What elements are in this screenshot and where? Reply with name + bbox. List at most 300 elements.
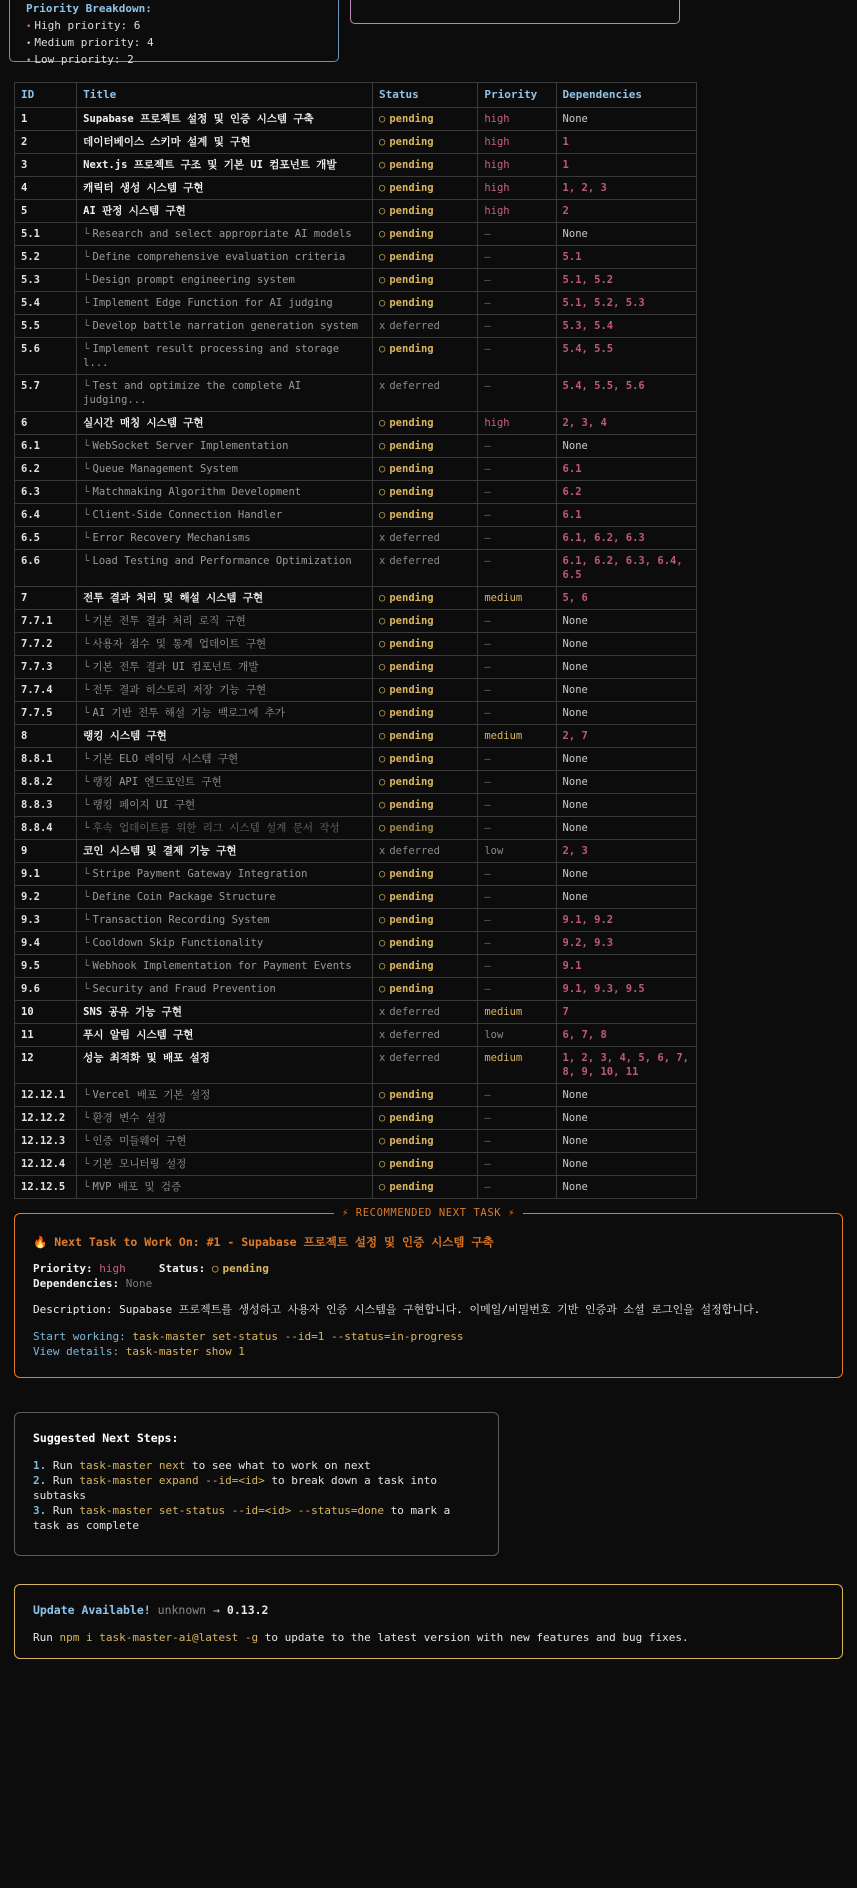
status-circle-icon: ○	[379, 297, 386, 309]
cell-title	[77, 1024, 373, 1047]
status-badge	[379, 555, 440, 567]
status-text: pending	[389, 914, 434, 926]
cell-priority: –	[478, 338, 556, 375]
cell-dependencies: 6.1	[556, 458, 696, 481]
view-details-label: View details:	[33, 1345, 120, 1358]
start-working-label: Start working:	[33, 1330, 126, 1343]
cell-id: 7.7.5	[15, 702, 77, 725]
status-badge	[379, 845, 440, 857]
cell-priority: –	[478, 610, 556, 633]
cell-id: 12.12.1	[15, 1084, 77, 1107]
cell-priority: –	[478, 315, 556, 338]
tree-branch-icon: └	[83, 684, 90, 696]
tree-branch-icon: └	[83, 532, 90, 544]
status-circle-icon: ○	[379, 937, 386, 949]
step-command[interactable]: task-master next	[79, 1459, 186, 1472]
cell-title-text: 기본 전투 결과 처리 로직 구현	[92, 615, 246, 627]
cell-id: 5.6	[15, 338, 77, 375]
view-details-command[interactable]: task-master show 1	[125, 1345, 245, 1358]
table-row[interactable]	[15, 375, 697, 412]
recommended-heading-text: Next Task to Work On: #1 - Supabase 프로젝트 설정 및 인증 시스템 구축	[54, 1235, 494, 1249]
status-circle-icon: ○	[379, 205, 386, 217]
table-row[interactable]	[15, 863, 697, 886]
table-row[interactable]	[15, 679, 697, 702]
cell-status	[373, 656, 478, 679]
bullet-dot-medium-icon: •	[26, 39, 32, 49]
cell-priority: high	[478, 200, 556, 223]
tree-branch-icon: └	[83, 1112, 90, 1124]
cell-priority: –	[478, 886, 556, 909]
table-row[interactable]	[15, 223, 697, 246]
cell-id: 6.5	[15, 527, 77, 550]
suggested-next-steps-panel	[14, 1412, 499, 1556]
table-row[interactable]	[15, 771, 697, 794]
table-row[interactable]	[15, 435, 697, 458]
cell-title-text: Next.js 프로젝트 구조 및 기본 UI 컴포넌트 개발	[83, 159, 337, 171]
status-text: pending	[389, 684, 434, 696]
update-command[interactable]: npm i task-master-ai@latest -g	[59, 1631, 259, 1644]
cell-title-text: Implement result processing and storage l...	[83, 343, 340, 369]
tree-branch-icon: └	[83, 228, 90, 240]
cell-status	[373, 131, 478, 154]
cell-dependencies: None	[556, 1153, 696, 1176]
cell-dependencies: None	[556, 610, 696, 633]
table-row[interactable]	[15, 1047, 697, 1084]
cell-title	[77, 978, 373, 1001]
cell-priority: –	[478, 223, 556, 246]
table-row[interactable]	[15, 527, 697, 550]
step-prefix: Run	[46, 1504, 80, 1517]
status-cross-icon: x	[379, 555, 386, 567]
table-row[interactable]	[15, 131, 697, 154]
priority-high-label: High priority:	[34, 19, 128, 32]
status-badge	[379, 707, 434, 719]
tree-branch-icon: └	[83, 320, 90, 332]
status-text: pending	[389, 509, 434, 521]
cell-priority: –	[478, 481, 556, 504]
status-badge	[379, 509, 434, 521]
status-text: pending	[389, 251, 434, 263]
cell-title	[77, 633, 373, 656]
tree-branch-icon: └	[83, 1135, 90, 1147]
cell-id: 11	[15, 1024, 77, 1047]
cell-title	[77, 527, 373, 550]
cell-title-text: 성능 최적화 및 배포 설정	[83, 1052, 210, 1064]
cell-title	[77, 154, 373, 177]
priority-low-value: 2	[127, 53, 134, 66]
table-row[interactable]	[15, 338, 697, 375]
status-circle-icon: ○	[379, 113, 386, 125]
status-badge	[379, 380, 440, 392]
cell-priority: high	[478, 412, 556, 435]
cell-status	[373, 1130, 478, 1153]
cell-title-text: WebSocket Server Implementation	[92, 440, 289, 452]
cell-priority: –	[478, 978, 556, 1001]
step-number: 3.	[33, 1504, 47, 1517]
cell-title	[77, 817, 373, 840]
cell-priority: –	[478, 527, 556, 550]
cell-title-text: Queue Management System	[92, 463, 238, 475]
cell-title	[77, 587, 373, 610]
table-row[interactable]	[15, 246, 697, 269]
cell-status	[373, 679, 478, 702]
cell-dependencies: None	[556, 223, 696, 246]
tree-branch-icon: └	[83, 891, 90, 903]
status-circle-icon: ○	[379, 638, 386, 650]
status-text: pending	[389, 799, 434, 811]
cell-id: 2	[15, 131, 77, 154]
status-circle-icon: ○	[379, 274, 386, 286]
status-cross-icon: x	[379, 845, 386, 857]
table-row[interactable]	[15, 794, 697, 817]
cell-dependencies: None	[556, 1107, 696, 1130]
cell-title-text: Client-Side Connection Handler	[92, 509, 283, 521]
cell-title	[77, 200, 373, 223]
table-row[interactable]	[15, 1107, 697, 1130]
status-badge	[379, 251, 434, 263]
table-row[interactable]	[15, 481, 697, 504]
status-text: pending	[389, 960, 434, 972]
cell-dependencies: None	[556, 817, 696, 840]
table-row[interactable]	[15, 886, 697, 909]
table-row[interactable]	[15, 108, 697, 131]
cell-dependencies: 2	[556, 200, 696, 223]
step-command[interactable]: task-master expand --id=<id>	[79, 1474, 265, 1487]
cell-priority: –	[478, 771, 556, 794]
cell-status	[373, 1153, 478, 1176]
status-circle-icon: ○	[379, 251, 386, 263]
recommended-status-value	[212, 1262, 269, 1275]
status-text: pending	[389, 1112, 434, 1124]
status-text: pending	[389, 205, 434, 217]
status-text: pending	[389, 463, 434, 475]
cell-status	[373, 246, 478, 269]
table-row[interactable]	[15, 817, 697, 840]
priority-breakdown-panel	[9, 0, 339, 66]
cell-status	[373, 375, 478, 412]
table-row[interactable]	[15, 840, 697, 863]
update-old-version: unknown	[157, 1603, 207, 1617]
cell-title-text: 캐릭터 생성 시스템 구현	[83, 182, 204, 194]
status-text: deferred	[389, 845, 440, 857]
cell-status	[373, 1084, 478, 1107]
cell-priority: –	[478, 1130, 556, 1153]
cell-status	[373, 458, 478, 481]
status-badge	[379, 1006, 440, 1018]
table-row[interactable]	[15, 458, 697, 481]
recommended-status-label: Status:	[158, 1262, 206, 1275]
status-badge	[379, 343, 434, 355]
status-badge	[379, 1089, 434, 1101]
table-row[interactable]	[15, 1176, 697, 1199]
recommended-description-line	[33, 1302, 824, 1318]
status-badge	[379, 1112, 434, 1124]
table-row[interactable]	[15, 292, 697, 315]
tree-branch-icon: └	[83, 960, 90, 972]
cell-priority: –	[478, 375, 556, 412]
cell-id: 6.1	[15, 435, 77, 458]
cell-title	[77, 932, 373, 955]
cell-id: 1	[15, 108, 77, 131]
cell-status	[373, 338, 478, 375]
table-row[interactable]	[15, 610, 697, 633]
cell-status	[373, 412, 478, 435]
status-badge	[379, 960, 434, 972]
table-row[interactable]	[15, 748, 697, 771]
top-panels-strip	[0, 0, 857, 72]
status-text: pending	[389, 136, 434, 148]
status-badge	[379, 730, 434, 742]
update-instructions-line	[33, 1631, 824, 1644]
cell-title	[77, 656, 373, 679]
status-text: pending	[389, 159, 434, 171]
cell-priority: –	[478, 817, 556, 840]
cell-title	[77, 794, 373, 817]
bullet-dot-low-icon: •	[26, 56, 32, 66]
status-text: pending	[389, 983, 434, 995]
table-row[interactable]	[15, 702, 697, 725]
status-cross-icon: x	[379, 1029, 386, 1041]
cell-priority: –	[478, 435, 556, 458]
cell-status	[373, 292, 478, 315]
cell-status	[373, 587, 478, 610]
tree-branch-icon: └	[83, 274, 90, 286]
cell-dependencies: 1	[556, 154, 696, 177]
priority-medium-value: 4	[147, 36, 154, 49]
cell-dependencies: 5.1, 5.2	[556, 269, 696, 292]
cell-title	[77, 748, 373, 771]
table-row[interactable]	[15, 550, 697, 587]
table-row[interactable]	[15, 1084, 697, 1107]
table-row[interactable]	[15, 909, 697, 932]
priority-row-low	[26, 52, 338, 69]
tree-branch-icon: └	[83, 1181, 90, 1193]
tree-branch-icon: └	[83, 776, 90, 788]
cell-status	[373, 886, 478, 909]
cell-dependencies: None	[556, 771, 696, 794]
table-row[interactable]	[15, 504, 697, 527]
status-badge	[379, 914, 434, 926]
cell-title-text: 랭킹 시스템 구현	[83, 730, 167, 742]
status-circle-icon: ○	[379, 799, 386, 811]
column-header-id: ID	[15, 83, 77, 108]
cell-priority: –	[478, 1176, 556, 1199]
cell-title-text: SNS 공유 기능 구현	[83, 1006, 182, 1018]
status-badge	[379, 205, 434, 217]
priority-medium-label: Medium priority:	[34, 36, 141, 49]
cell-dependencies: 6.1, 6.2, 6.3	[556, 527, 696, 550]
table-row[interactable]	[15, 1001, 697, 1024]
table-row[interactable]	[15, 587, 697, 610]
cell-dependencies: 9.1	[556, 955, 696, 978]
status-circle-icon: ○	[379, 615, 386, 627]
cell-priority: –	[478, 504, 556, 527]
start-working-command[interactable]: task-master set-status --id=1 --status=in-progress	[132, 1330, 464, 1343]
table-row[interactable]	[15, 269, 697, 292]
cell-id: 5.7	[15, 375, 77, 412]
cell-dependencies: None	[556, 435, 696, 458]
status-circle-icon: ○	[379, 228, 386, 240]
table-row[interactable]	[15, 315, 697, 338]
cell-dependencies: None	[556, 633, 696, 656]
tree-branch-icon: └	[83, 799, 90, 811]
tree-branch-icon: └	[83, 486, 90, 498]
cell-title	[77, 725, 373, 748]
table-row[interactable]	[15, 932, 697, 955]
cell-id: 6.2	[15, 458, 77, 481]
update-body-post: to update to the latest version with new features and bug fixes.	[258, 1631, 689, 1644]
step-prefix: Run	[46, 1474, 80, 1487]
cell-title	[77, 863, 373, 886]
status-cross-icon: x	[379, 380, 386, 392]
cell-status	[373, 909, 478, 932]
status-circle-icon: ○	[379, 1181, 386, 1193]
cell-id: 9.3	[15, 909, 77, 932]
cell-id: 7.7.4	[15, 679, 77, 702]
cell-priority: –	[478, 909, 556, 932]
table-row[interactable]	[15, 1153, 697, 1176]
cell-dependencies: 1, 2, 3	[556, 177, 696, 200]
cell-dependencies: 2, 3, 4	[556, 412, 696, 435]
suggested-steps-list	[33, 1458, 480, 1533]
cell-title	[77, 131, 373, 154]
tree-branch-icon: └	[83, 661, 90, 673]
cell-priority: high	[478, 131, 556, 154]
cell-dependencies: None	[556, 748, 696, 771]
tasks-table	[14, 82, 697, 1199]
status-text: pending	[389, 1135, 434, 1147]
status-text: deferred	[389, 1052, 440, 1064]
status-text: pending	[389, 730, 434, 742]
status-badge	[379, 753, 434, 765]
status-badge	[379, 463, 434, 475]
cell-priority: –	[478, 1153, 556, 1176]
cell-priority: –	[478, 656, 556, 679]
cell-dependencies: 5.3, 5.4	[556, 315, 696, 338]
cell-dependencies: 6.1, 6.2, 6.3, 6.4, 6.5	[556, 550, 696, 587]
cell-id: 4	[15, 177, 77, 200]
cell-id: 5.4	[15, 292, 77, 315]
cell-title-text: 기본 모니터링 설정	[92, 1158, 187, 1170]
status-badge	[379, 776, 434, 788]
tree-branch-icon: └	[83, 1089, 90, 1101]
suggested-step-item	[33, 1458, 480, 1473]
cell-title-text: 실시간 매칭 시스템 구현	[83, 417, 204, 429]
cell-status	[373, 748, 478, 771]
tree-branch-icon: └	[83, 822, 90, 834]
cell-priority: high	[478, 108, 556, 131]
status-badge	[379, 822, 434, 834]
status-text: pending	[389, 891, 434, 903]
cell-title	[77, 458, 373, 481]
status-cross-icon: x	[379, 532, 386, 544]
cell-priority: –	[478, 794, 556, 817]
cell-priority: medium	[478, 587, 556, 610]
cell-dependencies: None	[556, 886, 696, 909]
status-text: pending	[389, 753, 434, 765]
status-text: pending	[389, 297, 434, 309]
cell-status	[373, 817, 478, 840]
cell-id: 8.8.1	[15, 748, 77, 771]
cell-status	[373, 1024, 478, 1047]
suggested-step-item	[33, 1503, 480, 1533]
cell-id: 7.7.3	[15, 656, 77, 679]
recommended-next-task-panel	[14, 1207, 843, 1378]
cell-title-text: Test and optimize the complete AI judging...	[83, 380, 302, 406]
tree-branch-icon: └	[83, 914, 90, 926]
update-body-pre: Run	[33, 1631, 60, 1644]
recommended-dependencies-label: Dependencies:	[33, 1277, 120, 1290]
cell-id: 3	[15, 154, 77, 177]
status-circle-icon: ○	[379, 486, 386, 498]
cell-status	[373, 955, 478, 978]
cell-title-text: Security and Fraud Prevention	[92, 983, 276, 995]
table-row[interactable]	[15, 1024, 697, 1047]
status-text: pending	[389, 937, 434, 949]
cell-status	[373, 504, 478, 527]
table-row[interactable]	[15, 154, 697, 177]
table-row[interactable]	[15, 955, 697, 978]
cell-title	[77, 610, 373, 633]
cell-priority: –	[478, 1107, 556, 1130]
status-circle-icon: ○	[379, 983, 386, 995]
suggested-steps-title: Suggested Next Steps:	[33, 1431, 179, 1445]
status-badge	[379, 615, 434, 627]
cell-title	[77, 550, 373, 587]
cell-title	[77, 375, 373, 412]
cell-title-text: Supabase 프로젝트 설정 및 인증 시스템 구축	[83, 113, 314, 125]
cell-priority: medium	[478, 1001, 556, 1024]
recommended-heading	[33, 1234, 824, 1250]
cell-title	[77, 1176, 373, 1199]
cell-id: 6.6	[15, 550, 77, 587]
cell-title	[77, 504, 373, 527]
cell-status	[373, 177, 478, 200]
cell-title-text: 랭킹 API 엔드포인트 구현	[92, 776, 222, 788]
cell-title	[77, 1153, 373, 1176]
priority-row-medium	[26, 35, 338, 52]
tree-branch-icon: └	[83, 707, 90, 719]
status-text: deferred	[389, 532, 440, 544]
cell-title	[77, 1130, 373, 1153]
table-row[interactable]	[15, 177, 697, 200]
cell-title-text: 기본 전투 결과 UI 컴포넌트 개발	[92, 661, 259, 673]
cell-status	[373, 725, 478, 748]
table-row[interactable]	[15, 200, 697, 223]
table-row[interactable]	[15, 656, 697, 679]
cell-priority: –	[478, 679, 556, 702]
step-command[interactable]: task-master set-status --id=<id> --status=done	[79, 1504, 385, 1517]
cell-title-text: Design prompt engineering system	[92, 274, 295, 286]
cell-status	[373, 633, 478, 656]
table-row[interactable]	[15, 412, 697, 435]
cell-priority: high	[478, 154, 556, 177]
table-row[interactable]	[15, 978, 697, 1001]
tree-branch-icon: └	[83, 753, 90, 765]
status-text: pending	[389, 868, 434, 880]
table-row[interactable]	[15, 633, 697, 656]
cell-id: 8.8.4	[15, 817, 77, 840]
cell-id: 8.8.2	[15, 771, 77, 794]
cell-title	[77, 246, 373, 269]
cell-dependencies: 7	[556, 1001, 696, 1024]
table-row[interactable]	[15, 1130, 697, 1153]
status-circle-icon: ○	[379, 1135, 386, 1147]
cell-id: 12	[15, 1047, 77, 1084]
cell-id: 9.2	[15, 886, 77, 909]
table-row[interactable]	[15, 725, 697, 748]
tree-branch-icon: └	[83, 440, 90, 452]
